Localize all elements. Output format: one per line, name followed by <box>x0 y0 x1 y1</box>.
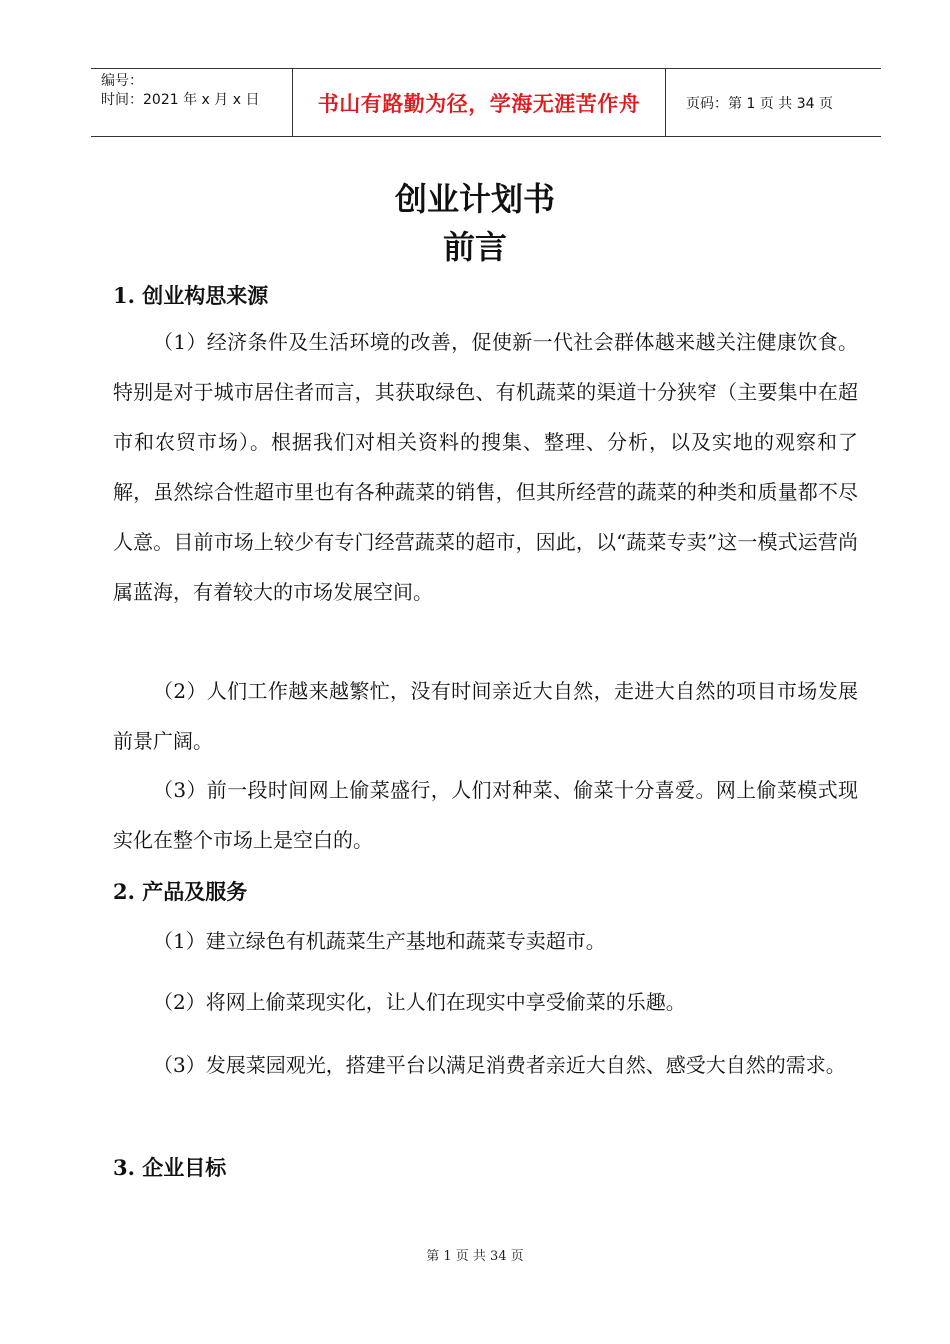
section-2-paragraph-2: （2）将网上偷菜现实化，让人们在现实中享受偷菜的乐趣。 <box>153 990 686 1014</box>
header-meta-cell <box>91 69 293 136</box>
page-footer: 第 1 页 共 34 页 <box>426 1249 524 1264</box>
document-title: 创业计划书 <box>394 180 555 218</box>
header-table <box>91 68 881 137</box>
section-2-paragraph-1: （1）建立绿色有机蔬菜生产基地和蔬菜专卖超市。 <box>153 929 606 953</box>
section-heading-3: 3. 企业目标 <box>113 1155 227 1180</box>
number-label: 编号： <box>101 73 143 89</box>
time-label: 时间：2021 年 x 月 x 日 <box>101 92 260 108</box>
section-2-paragraph-3: （3）发展菜园观光，搭建平台以满足消费者亲近大自然、感受大自然的需求。 <box>153 1053 846 1077</box>
section-1-paragraph-2: （2）人们工作越来越繁忙，没有时间亲近大自然，走进大自然的项目市场发展前景广阔。 <box>113 679 858 753</box>
section-heading-1: 1. 创业构思来源 <box>113 283 269 308</box>
header-motto: 书山有路勤为径，学海无涯苦作舟 <box>293 69 666 136</box>
section-heading-2: 2. 产品及服务 <box>113 879 248 904</box>
section-1-paragraph-3: （3）前一段时间网上偷菜盛行，人们对种菜、偷菜十分喜爱。网上偷菜模式现实化在整个市场上是空白的。 <box>113 778 858 852</box>
page-label-text: 页码：第 1 页 共 34 页 <box>686 95 833 112</box>
header-page-label <box>676 69 881 136</box>
document-subtitle: 前言 <box>442 228 507 266</box>
section-1-paragraph-1: （1）经济条件及生活环境的改善，促使新一代社会群体越来越关注健康饮食。特别是对于城市居住者而言，其获取绿色、有机蔬菜的渠道十分狭窄（主要集中在超市和农贸市场）。根据我们对相关资料的搜集、整理、分析，以及实地的观察和了解，虽然综合性超市里也有各种蔬菜的销售，但其所经营的蔬菜的种类和质量都不尽人意。目前市场上较少有专门经营蔬菜的超市，因此，以“蔬菜专卖”这一模式运营尚属蓝海，有着较大的市场发展空间。 <box>113 330 858 604</box>
